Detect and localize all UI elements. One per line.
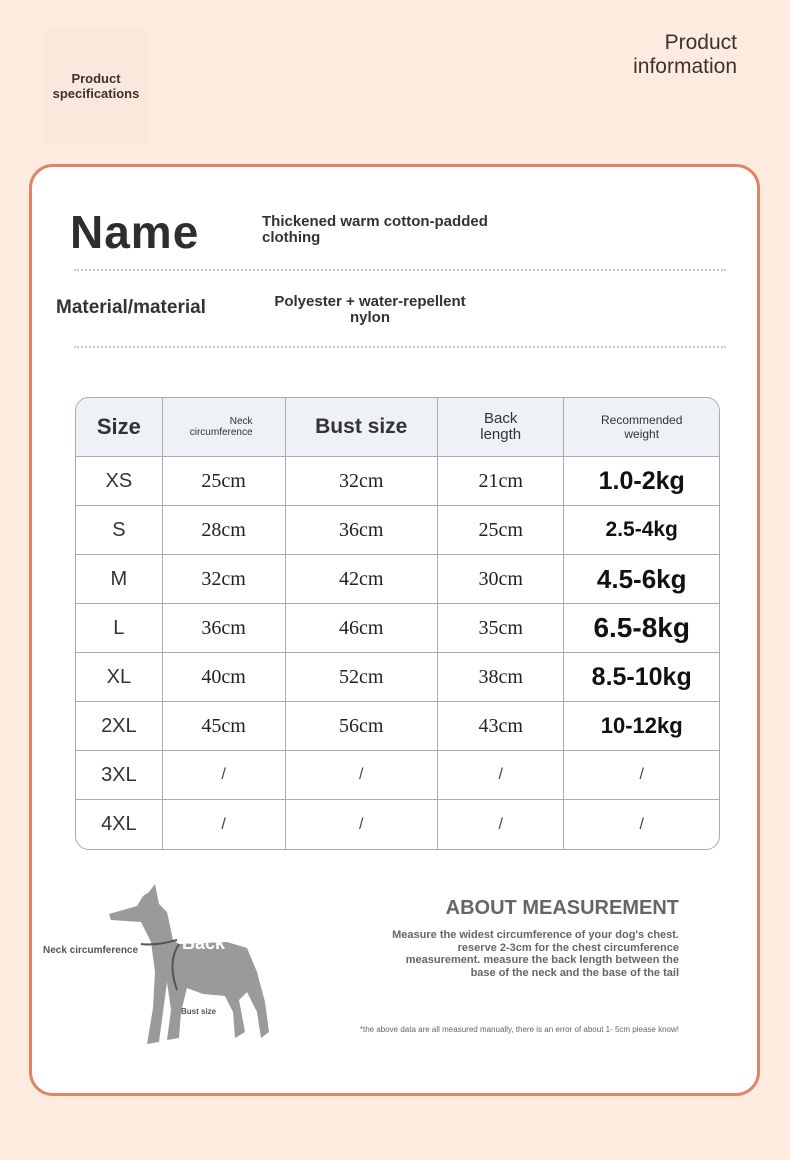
table-header-row: [76, 398, 719, 457]
cell-back: 43cm: [438, 702, 565, 751]
page-title: [633, 31, 737, 79]
header-neck-line-1: Neck: [229, 416, 253, 427]
cell-back: 21cm: [438, 457, 565, 506]
cell-size: M: [76, 555, 163, 604]
cell-back: 25cm: [438, 506, 565, 555]
cell-size: 3XL: [76, 751, 163, 800]
cell-size: S: [76, 506, 163, 555]
cell-neck: 32cm: [163, 555, 286, 604]
cell-back: 35cm: [438, 604, 565, 653]
title-line-2: information: [633, 55, 737, 78]
cell-back: 30cm: [438, 555, 565, 604]
cell-weight: 10-12kg: [564, 702, 719, 751]
cell-weight: 2.5-4kg: [564, 506, 719, 555]
header-back-line-1: Back: [483, 410, 518, 427]
cell-weight: /: [564, 751, 719, 800]
cell-size: 4XL: [76, 800, 163, 849]
material-label: Material/material: [56, 297, 206, 318]
cell-size: XL: [76, 653, 163, 702]
table-row: [76, 457, 719, 506]
product-specifications-badge: Product specifications: [44, 28, 148, 144]
divider: [74, 346, 726, 348]
header-bust: Bust size: [286, 398, 438, 457]
cell-weight: /: [639, 815, 644, 833]
header-weight: [564, 398, 719, 457]
cell-back: /: [438, 751, 565, 800]
table-row: [76, 702, 719, 751]
cell-neck: /: [163, 800, 286, 849]
material-value-line-1: Polyester + water-repellent: [274, 293, 466, 310]
material-value-line-2: nylon: [350, 309, 390, 326]
table-row: [76, 751, 719, 800]
about-measurement-title: ABOUT MEASUREMENT: [445, 897, 679, 919]
header-neck: [163, 398, 286, 457]
title-line-1: Product: [664, 31, 737, 54]
measurement-text-line: base of the neck and the base of the tail: [470, 966, 679, 979]
table-row: [76, 604, 719, 653]
name-value: Thickened warm cotton-padded clothing: [262, 213, 488, 246]
cell-size: L: [76, 604, 163, 653]
bust-size-label: Bust size: [181, 1007, 217, 1016]
cell-bust: 32cm: [286, 457, 438, 506]
cell-bust: 56cm: [286, 702, 438, 751]
table-row: [76, 555, 719, 604]
cell-neck: 25cm: [163, 457, 286, 506]
dog-silhouette-icon: [107, 882, 277, 1052]
cell-size: 2XL: [76, 702, 163, 751]
cell-neck: /: [163, 751, 286, 800]
cell-size: XS: [76, 457, 163, 506]
header-size: Size: [76, 398, 163, 457]
material-value: [260, 294, 480, 326]
back-length-label: Back: [182, 933, 226, 953]
measurement-text-line: Measure the widest circumference of your dog's chest.: [392, 929, 679, 941]
cell-bust: 52cm: [286, 653, 438, 702]
header-weight-line-1: Recommended: [601, 413, 683, 427]
divider: [74, 269, 726, 271]
cell-bust: /: [286, 800, 438, 849]
header-weight-line-2: weight: [624, 427, 660, 441]
cell-neck: 36cm: [163, 604, 286, 653]
table-row: [76, 800, 719, 849]
cell-weight: 6.5-8kg: [564, 604, 719, 653]
cell-weight: 4.5-6kg: [564, 555, 719, 604]
about-measurement-text: [339, 929, 679, 979]
name-label: Name: [70, 206, 200, 258]
cell-back: 38cm: [438, 653, 565, 702]
table-row: [76, 506, 719, 555]
cell-weight: 1.0-2kg: [564, 457, 719, 506]
measurement-text-line: measurement. measure the back length between the: [405, 954, 679, 966]
header-back-line-2: length: [480, 426, 522, 443]
cell-bust: 42cm: [286, 555, 438, 604]
cell-neck: 40cm: [163, 653, 286, 702]
header-neck-line-2: circumference: [189, 427, 253, 438]
header-back: [438, 398, 565, 457]
cell-weight: 8.5-10kg: [564, 653, 719, 702]
cell-bust: /: [286, 751, 438, 800]
size-chart-table: [75, 397, 720, 850]
measurement-text-line: reserve 2-3cm for the chest circumference: [457, 941, 679, 954]
neck-circumference-label: Neck circumference: [43, 945, 139, 956]
product-info-card: [29, 164, 760, 1096]
measurement-note: *the above data are all measured manually, there is an error of about 1- 5cm please know!: [359, 1025, 679, 1034]
cell-back: /: [438, 800, 565, 849]
cell-bust: 46cm: [286, 604, 438, 653]
cell-neck: 45cm: [163, 702, 286, 751]
table-row: [76, 653, 719, 702]
cell-neck: 28cm: [163, 506, 286, 555]
cell-bust: 36cm: [286, 506, 438, 555]
